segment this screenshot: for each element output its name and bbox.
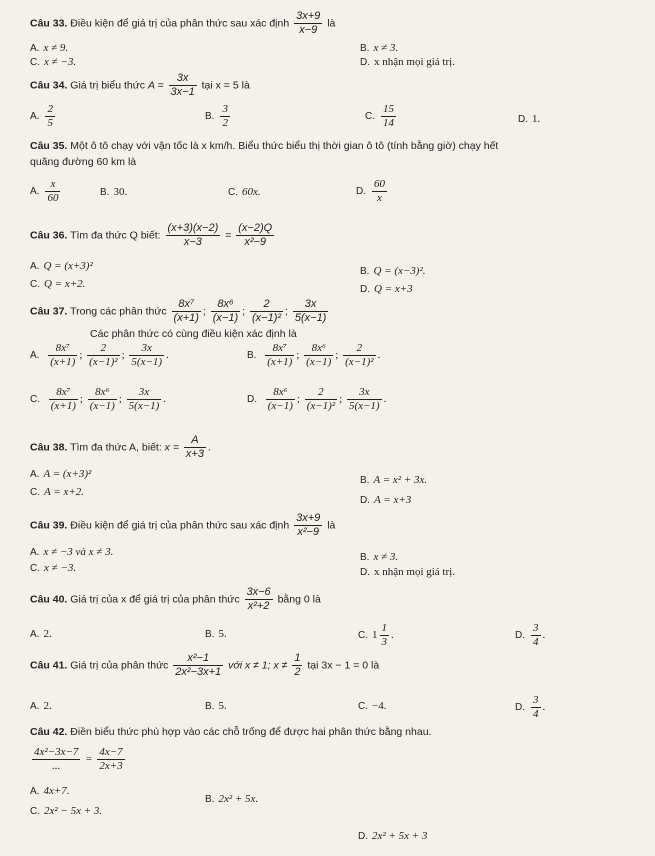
q33-option-d[interactable]: D. x nhận mọi giá trị. [360,56,455,68]
q33-text: Điều kiện để giá trị của phân thức sau xác định [70,17,290,30]
q34-stem: Câu 34. Giá trị biểu thức A = $\frac{3x}{3x-1}$ tại x = 5 là [30,72,250,98]
q42-option-d[interactable]: D. 2x² + 5x + 3 [358,830,428,842]
q39-option-c[interactable]: C. x ≠ −3. [30,562,77,574]
q40-option-c[interactable]: C. 1 $\frac{1}{3}$ . [358,622,394,648]
q35-option-a[interactable]: A. $\frac{x}{60}$ [30,178,59,204]
q33-option-a[interactable]: A. x ≠ 9. [30,42,69,54]
q38-stem: Câu 38. Tìm đa thức A, biết: x = $\frac{A}{x+3}$ . [30,434,211,460]
q42-option-c[interactable]: C. 2x² − 5x + 3. [30,805,103,817]
q41-option-a[interactable]: A. 2. [30,700,52,712]
q33-fraction: $\frac{3x+9}{x-9}$ [296,10,321,36]
q34-fraction: $\frac{3x}{3x-1}$ [170,72,195,98]
q42-option-a[interactable]: A. 4x+7. [30,785,70,797]
q39-option-a[interactable]: A. x ≠ −3 và x ≠ 3. [30,546,114,558]
q39-option-b[interactable]: B. x ≠ 3. [360,551,399,563]
q37-option-d[interactable]: D. $\frac{\text{8x⁶}}{(x-1)}$ ; $\frac{2}{\text{(x−1)²}}$ ; $\frac{3x}{5(x-1)}$ . [247,386,387,412]
q41-stem: Câu 41. Giá trị của phân thức $\frac{\text{x²−1}}{\text{2x²−3x+1}}$ với x ≠ 1; x ≠ $\frac{1}{2}$ tại 3x − 1 = 0 là [30,652,380,678]
q33-option-b[interactable]: B. x ≠ 3. [360,42,399,54]
q37-option-c[interactable]: C. $\frac{\text{8x⁷}}{(x+1)}$ ; $\frac{\text{8x⁶}}{(x-1)}$ ; $\frac{3x}{5(x-1)}$ . [30,386,167,412]
q38-option-c[interactable]: C. A = x+2. [30,486,84,498]
q36-option-c[interactable]: C. Q = x+2. [30,278,86,290]
q42-option-b[interactable]: B. 2x² + 5x. [205,793,259,805]
q36-stem: Câu 36. Tìm đa thức Q biết: $\frac{(x+3)(x-2)}{x-3}$ = $\frac{(x-2)Q}{\text{x²−9}}$ [30,222,273,248]
q36-option-a[interactable]: A. Q = (x+3)² [30,260,93,272]
q41-option-b[interactable]: B. 5. [205,700,227,712]
q39-stem: Câu 39. Điều kiện để giá trị của phân thức sau xác định $\frac{3x+9}{\text{x²−9}}$ là [30,512,336,538]
q34-option-d[interactable]: D. 1. [518,113,541,125]
q33-stem: Câu 33. Điều kiện để giá trị của phân thức sau xác định $\frac{3x+9}{x-9}$ là [30,10,336,36]
q41-option-c[interactable]: C. −4. [358,700,387,712]
q37-stem: Câu 37. Trong các phân thức $\frac{\text{8x⁷}}{(x+1)}$ ; $\frac{\text{8x⁶}}{(x-1)}$ ; $\frac{2}{\text{(x−1)²}}$ ; $\frac{3x}{5(x-1)}$ [30,298,327,324]
q38-option-b[interactable]: B. A = x² + 3x. [360,474,428,486]
q42-stem: Câu 42. Điền biểu thức phù hợp vào các chỗ trống để được hai phân thức bằng nhau. [30,726,432,738]
q34-option-c[interactable]: C. $\frac{15}{14}$ [365,103,394,129]
q41-option-d[interactable]: D. $\frac{3}{4}$ . [515,694,546,720]
q40-option-d[interactable]: D. $\frac{3}{4}$ . [515,622,546,648]
q33-number: Câu 33. [30,17,68,30]
q39-option-d[interactable]: D. x nhận mọi giá trị. [360,566,455,578]
q35-stem: Câu 35. Một ô tô chạy với vận tốc là x km/h. Biểu thức biểu thị thời gian ô tô (tính bằng giờ) chạy hết [30,140,499,152]
q35-option-d[interactable]: D. $\frac{60}{x}$ [356,178,385,204]
q34-option-a[interactable]: A. $\frac{2}{5}$ [30,103,53,129]
q36-option-d[interactable]: D. Q = x+3 [360,283,413,295]
q40-option-b[interactable]: B. 5. [205,628,227,640]
q37-option-a[interactable]: A. $\frac{\text{8x⁷}}{(x+1)}$ ; $\frac{2}{\text{(x−1)²}}$ ; $\frac{3x}{5(x-1)}$ . [30,342,169,368]
q34-option-b[interactable]: B. $\frac{3}{2}$ [205,103,228,129]
q35-stem-line2: quãng đường 60 km là [30,156,137,168]
q38-option-d[interactable]: D. A = x+3 [360,494,412,506]
q35-option-b[interactable]: B. 30. [100,186,128,198]
q40-stem: Câu 40. Giá trị của x để giá trị của phân thức $\frac{3x-6}{\text{x²+2}}$ bằng 0 là [30,586,321,612]
q36-option-b[interactable]: B. Q = (x−3)². [360,265,426,277]
q37-option-b[interactable]: B. $\frac{\text{8x⁷}}{(x+1)}$ ; $\frac{\text{8x⁶}}{(x-1)}$ ; $\frac{2}{\text{(x−1)²}}$ . [247,342,381,368]
q40-option-a[interactable]: A. 2. [30,628,52,640]
q35-option-c[interactable]: C. 60x. [228,186,261,198]
q33-option-c[interactable]: C. x ≠ −3. [30,56,77,68]
q42-equation: $\frac{\text{4x²−3x−7}}{...}$ = $\frac{4x-7}{2x+3}$ [34,746,123,772]
q37-subtext: Các phân thức có cùng điều kiện xác định là [90,328,297,340]
q38-option-a[interactable]: A. A = (x+3)² [30,468,92,480]
